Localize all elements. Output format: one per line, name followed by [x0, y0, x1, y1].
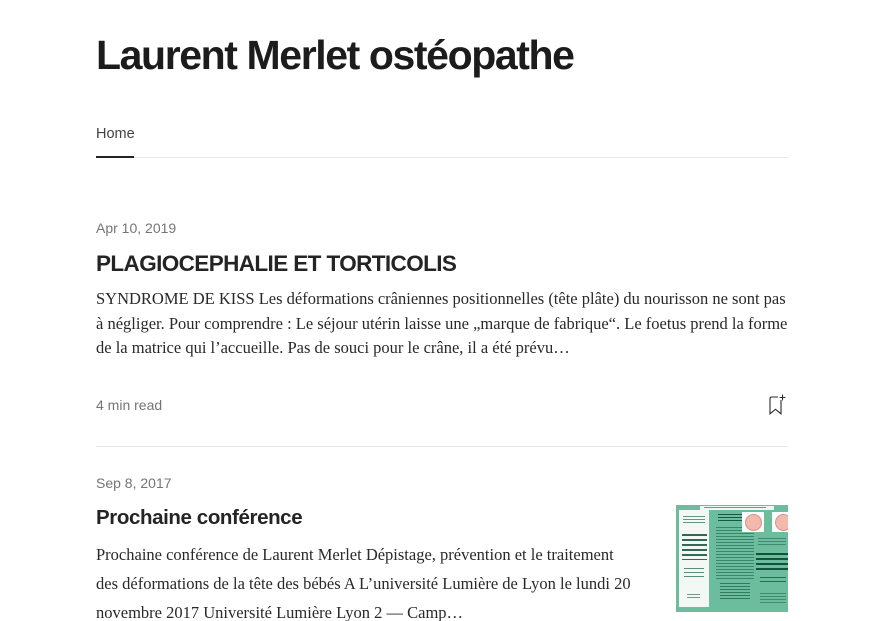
- flyer-middle-footer: [720, 583, 750, 599]
- flyer-right-title: [756, 553, 788, 571]
- bookmark-plus-icon[interactable]: [763, 393, 788, 418]
- post-text-column: [96, 505, 632, 621]
- tab-bar: [96, 124, 788, 158]
- post-content-row: [96, 505, 788, 621]
- tab-home[interactable]: Home: [96, 124, 135, 157]
- post-title[interactable]: Prochaine conférence: [96, 505, 303, 529]
- read-time-label: 4 min read: [96, 397, 163, 413]
- flyer-right-text: [758, 538, 786, 546]
- post-preview-2: [96, 447, 788, 621]
- flyer-right-subtitle: [760, 577, 786, 585]
- flyer-head-illustration-2: [772, 512, 788, 532]
- post-title[interactable]: PLAGIOCEPHALIE ET TORTICOLIS: [96, 251, 457, 276]
- flyer-middle-text: [716, 527, 754, 579]
- flyer-right-footer: [760, 593, 786, 603]
- flyer-left-panel: [679, 510, 709, 607]
- flyer-top-line: [704, 507, 766, 508]
- post-date: Apr 10, 2019: [96, 220, 177, 236]
- post-date: Sep 8, 2017: [96, 474, 172, 491]
- post-thumbnail[interactable]: [676, 505, 788, 612]
- post-preview-1: [96, 158, 788, 418]
- post-meta-row: [96, 393, 788, 418]
- post-excerpt[interactable]: Prochaine conférence de Laurent Merlet Dépistage, prévention et le traitement des déformations de la tête des bébés A L’université Lumière de Lyon le lundi 20 novembre 2017 Université Lumière Lyon 2 — Camp…: [96, 544, 631, 621]
- post-excerpt[interactable]: SYNDROME DE KISS Les déformations crâniennes positionnelles (tête plâte) du nourisson ne sont pas à négliger. Pour comprendre : Le séjour utérin laisse une „marque de fabrique“. Le foetus prend la forme de la matrice qui l’accueille. Pas de souci pour le crâne, il a été prévu…: [96, 289, 788, 357]
- publication-title[interactable]: Laurent Merlet ostéopathe: [96, 32, 574, 78]
- page-container: [96, 32, 788, 621]
- flyer-head-illustration-1: [742, 512, 764, 532]
